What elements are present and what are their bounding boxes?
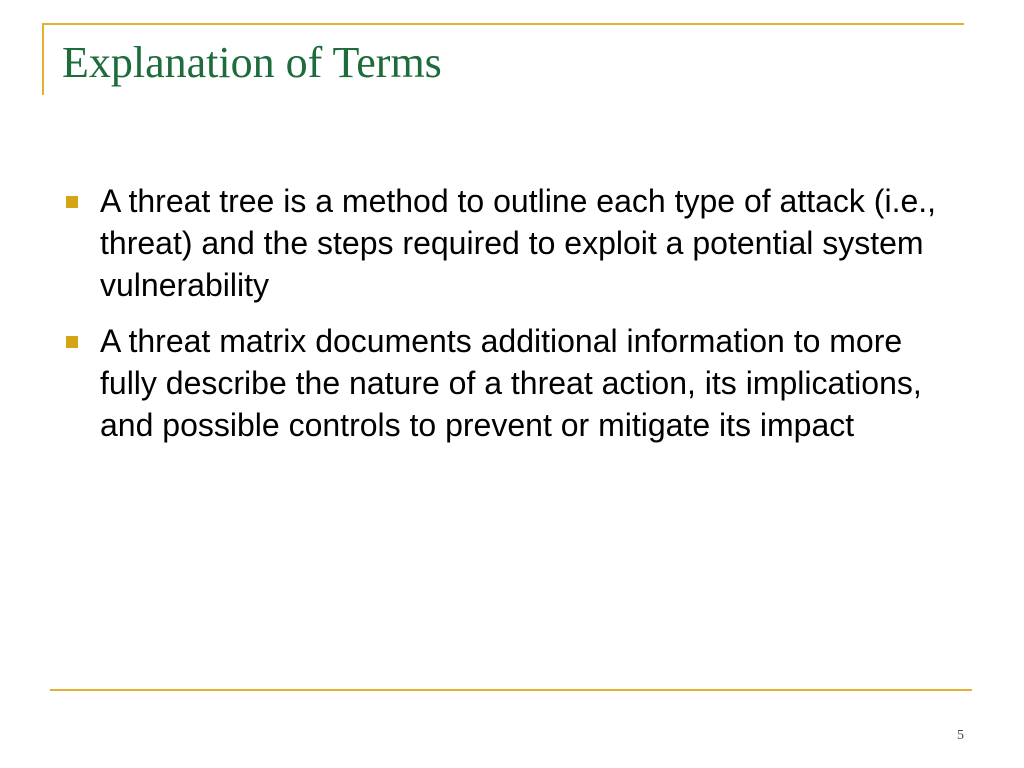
bullet-text: A threat tree is a method to outline each type of attack (i.e., threat) and the steps required to exploit a potential system vulnerability: [100, 183, 937, 303]
bottom-accent-rule: [50, 689, 972, 691]
top-accent-rule: [42, 23, 964, 25]
square-bullet-icon: [66, 196, 78, 208]
slide-title: Explanation of Terms: [62, 38, 442, 87]
bullet-item: [62, 180, 962, 306]
bullet-list: [62, 180, 962, 460]
square-bullet-icon: [66, 336, 78, 348]
page-number: 5: [957, 728, 964, 743]
bullet-text: A threat matrix documents additional information to more fully describe the nature of a threat action, its implications, and possible controls to prevent or mitigate its impact: [100, 323, 922, 443]
left-accent-rule: [42, 23, 44, 95]
bullet-item: [62, 320, 962, 446]
